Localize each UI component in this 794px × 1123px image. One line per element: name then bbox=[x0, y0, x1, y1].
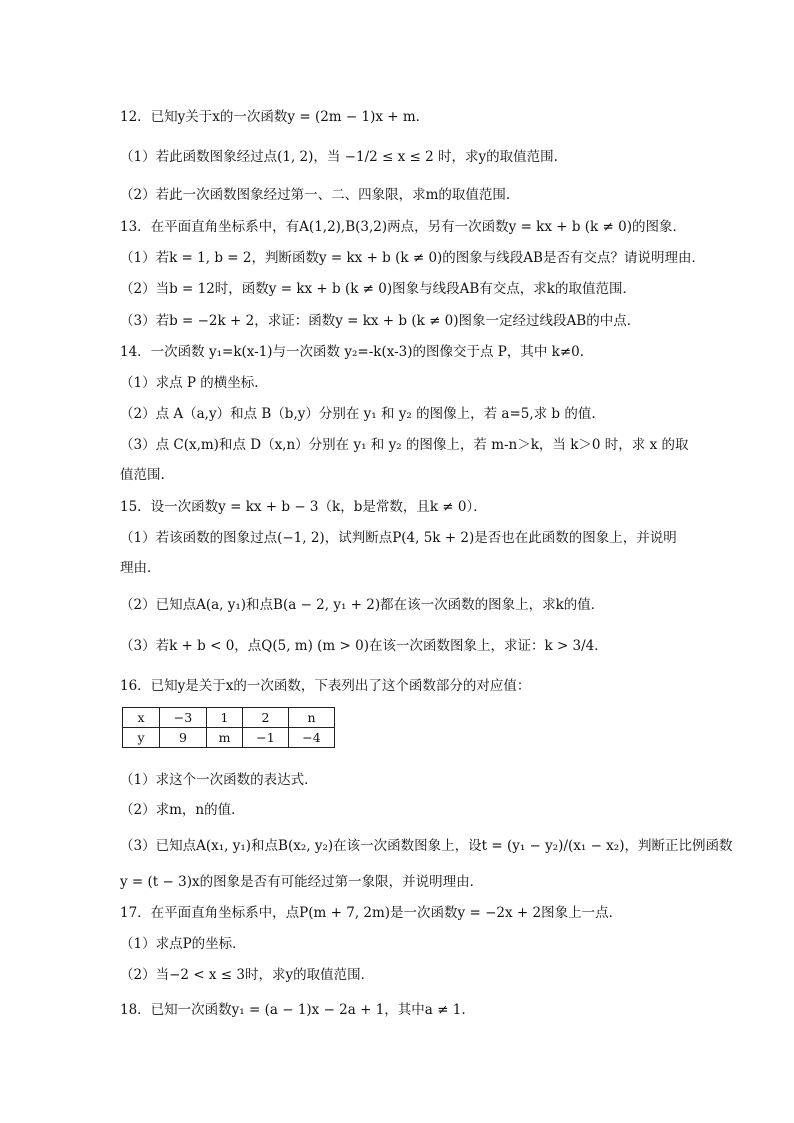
question-16-part-1: （1）求这个一次函数的表达式． bbox=[120, 772, 318, 788]
question-14-part-2: （2）点 A（a,y）和点 B（b,y）分别在 y₁ 和 y₂ 的图像上，若 a=5,求 b 的值. bbox=[120, 406, 596, 422]
table-cell: n bbox=[289, 708, 335, 728]
question-15-part-1-cont: 理由． bbox=[120, 560, 161, 576]
question-18-stem: 18．已知一次函数y₁ = (a − 1)x − 2a + 1，其中a ≠ 1. bbox=[120, 1002, 466, 1018]
question-13-stem: 13．在平面直角坐标系中，有A(1,2),B(3,2)两点，另有一次函数y = kx + b (k ≠ 0)的图象． bbox=[120, 219, 686, 235]
table-cell: 2 bbox=[243, 708, 289, 728]
question-16-stem: 16．已知y是关于x的一次函数，下表列出了这个函数部分的对应值： bbox=[120, 678, 531, 694]
table-cell: −1 bbox=[243, 728, 289, 748]
question-14-part-3-cont: 值范围. bbox=[120, 467, 165, 483]
question-13-part-2: （2）当b = 12时，函数y = kx + b (k ≠ 0)图象与线段AB有交点，求k的取值范围． bbox=[120, 281, 636, 297]
table-cell: −3 bbox=[160, 708, 207, 728]
question-13-part-3: （3）若b = −2k + 2，求证：函数y = kx + b (k ≠ 0)图象一定经过线段AB的中点． bbox=[120, 313, 641, 329]
question-16-part-3: （3）已知点A(x₁, y₁)和点B(x₂, y₂)在该一次函数图象上，设t = (y₁ − y₂)/(x₁ − x₂)，判断正比例函数 bbox=[120, 838, 733, 854]
question-17-part-1: （1）求点P的坐标． bbox=[120, 936, 246, 952]
table-cell: y bbox=[123, 728, 160, 748]
question-16-part-3-cont: y = (t − 3)x的图象是否有可能经过第一象限，并说明理由． bbox=[120, 874, 484, 890]
table-cell: 9 bbox=[160, 728, 207, 748]
question-14-part-3: （3）点 C(x,m)和点 D（x,n）分别在 y₁ 和 y₂ 的图像上，若 m-n＞k，当 k＞0 时，求 x 的取 bbox=[120, 437, 689, 453]
table-cell: 1 bbox=[207, 708, 243, 728]
table-row bbox=[123, 728, 335, 748]
table-cell: −4 bbox=[289, 728, 335, 748]
table-row bbox=[123, 708, 335, 728]
question-16-part-2: （2）求m，n的值． bbox=[120, 802, 245, 818]
table-cell: x bbox=[123, 708, 160, 728]
question-14-part-1: （1）求点 P 的横坐标. bbox=[120, 375, 259, 391]
question-17-part-2: （2）当−2 < x ≤ 3时，求y的取值范围． bbox=[120, 967, 375, 983]
question-15-part-1: （1）若该函数的图象过点(−1, 2)，试判断点P(4, 5k + 2)是否也在此函数的图象上，并说明 bbox=[120, 530, 677, 546]
question-15-part-3: （3）若k + b < 0，点Q(5, m) (m > 0)在该一次函数图象上，求证：k > 3/4． bbox=[120, 638, 608, 654]
question-12-part-2: （2）若此一次函数图象经过第一、二、四象限，求m的取值范围. bbox=[120, 187, 511, 203]
question-12-part-1: （1）若此函数图象经过点(1, 2)，当 −1/2 ≤ x ≤ 2 时，求y的取值范围. bbox=[120, 149, 558, 165]
value-table bbox=[122, 707, 335, 748]
question-15-part-2: （2）已知点A(a, y₁)和点B(a − 2, y₁ + 2)都在该一次函数的图象上，求k的值． bbox=[120, 597, 605, 613]
question-13-part-1: （1）若k = 1, b = 2，判断函数y = kx + b (k ≠ 0)的图象与线段AB是否有交点？请说明理由． bbox=[120, 250, 705, 266]
question-15-stem: 15．设一次函数y = kx + b − 3（k，b是常数，且k ≠ 0）． bbox=[120, 499, 487, 515]
table-cell: m bbox=[207, 728, 243, 748]
question-14-stem: 14．一次函数 y₁=k(x-1)与一次函数 y₂=-k(x-3)的图像交于点 P，其中 k≠0. bbox=[120, 344, 585, 360]
question-12-stem: 12．已知y关于x的一次函数y = (2m − 1)x + m． bbox=[120, 109, 430, 125]
question-17-stem: 17．在平面直角坐标系中，点P(m + 7, 2m)是一次函数y = −2x + 2图象上一点． bbox=[120, 905, 623, 921]
